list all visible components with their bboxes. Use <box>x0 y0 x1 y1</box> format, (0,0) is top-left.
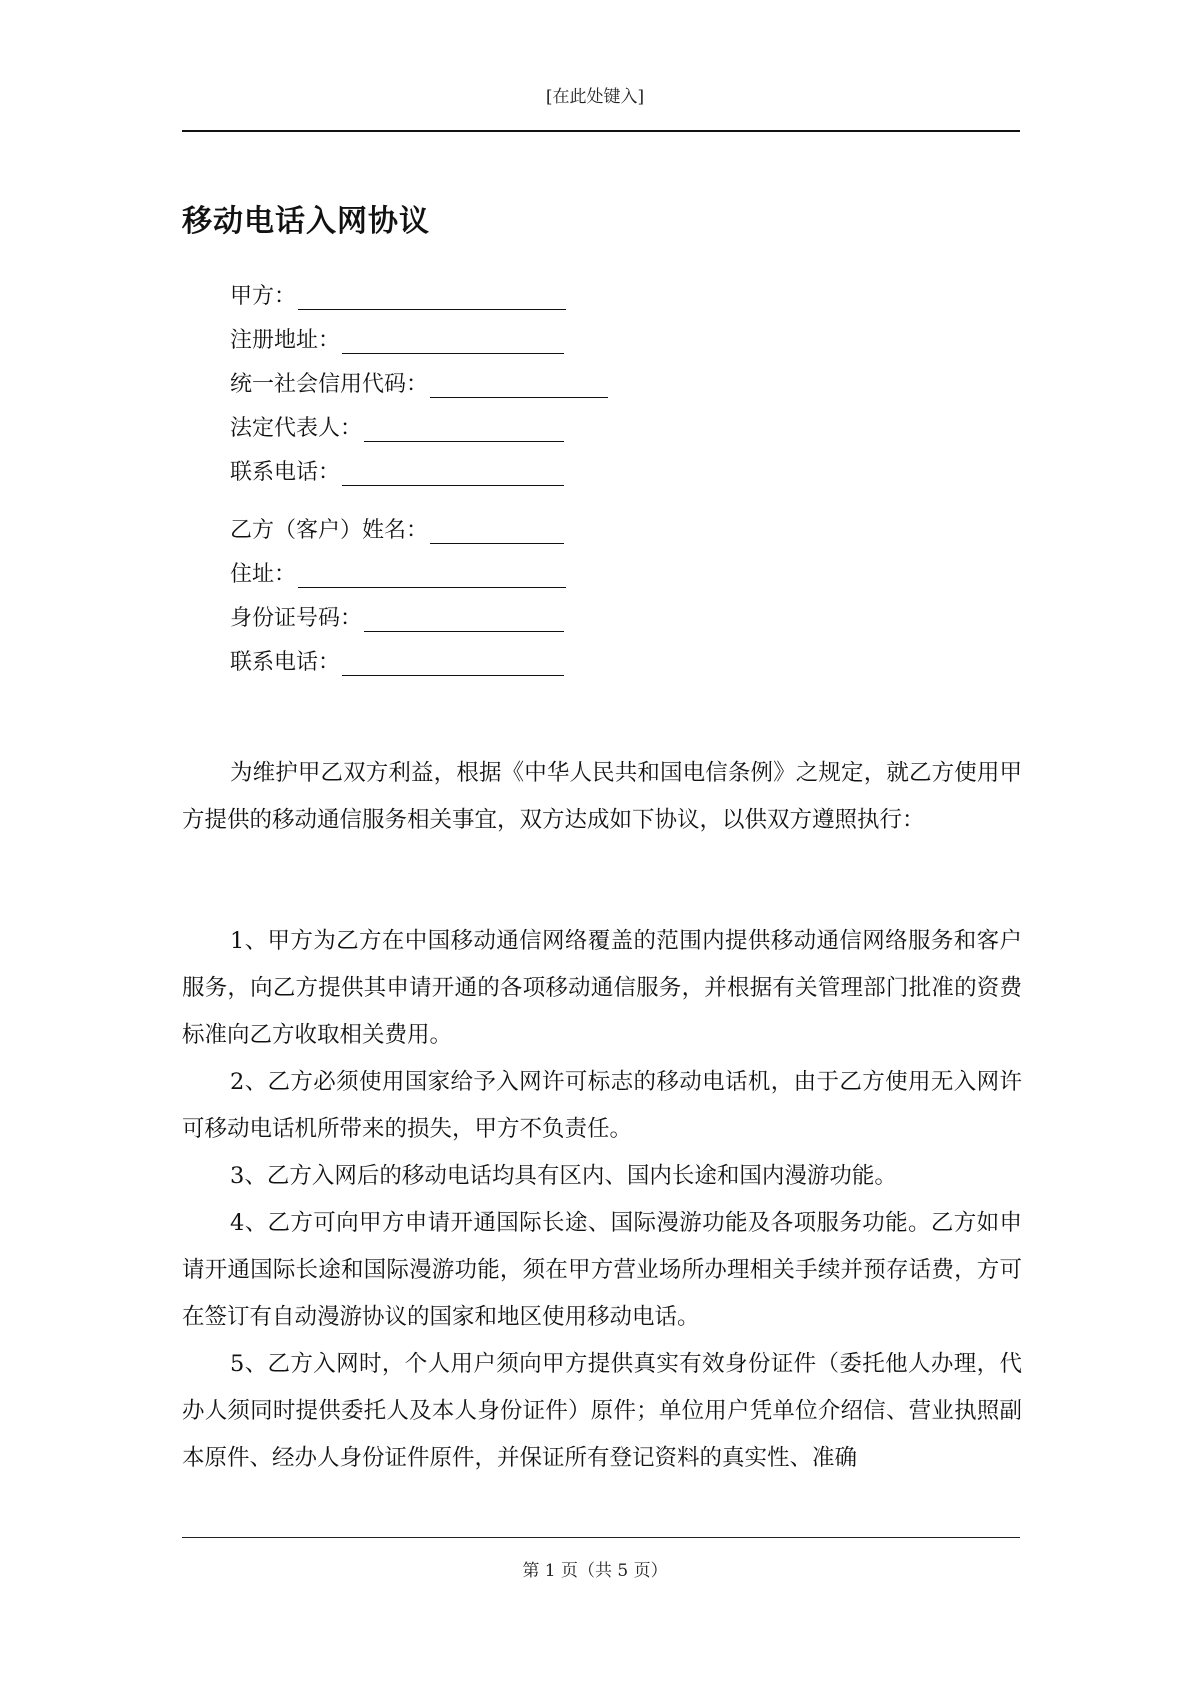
party-b-name-label: 乙方（客户）姓名： <box>230 518 429 543</box>
party-b-id-label: 身份证号码： <box>230 606 363 631</box>
party-b-id-field <box>230 600 564 632</box>
clause-4: 4、乙方可向甲方申请开通国际长途、国际漫游功能及各项服务功能。乙方如申请开通国际长途和国际漫游功能，须在甲方营业场所办理相关手续并预存话费，方可在签订有自动漫游协议的国家和地区使用移动电话。 <box>182 1210 1022 1330</box>
party-a-legal-rep-field <box>230 410 564 442</box>
party-a-phone-field <box>230 454 564 486</box>
party-a-phone-label: 联系电话： <box>230 460 341 485</box>
party-b-address-field <box>230 556 566 588</box>
party-a-credit-code-blank[interactable] <box>430 373 608 398</box>
party-a-phone-blank[interactable] <box>342 461 564 486</box>
clause-5: 5、乙方入网时，个人用户须向甲方提供真实有效身份证件（委托他人办理，代办人须同时提供委托人及本人身份证件）原件；单位用户凭单位介绍信、营业执照副本原件、经办人身份证件原件，并保证所有登记资料的真实性、准确 <box>182 1351 1022 1471</box>
party-a-credit-code-label: 统一社会信用代码： <box>230 372 429 397</box>
party-a-legal-rep-label: 法定代表人： <box>230 416 363 441</box>
party-b-phone-blank[interactable] <box>342 651 564 676</box>
party-a-name-blank[interactable] <box>298 285 566 310</box>
intro-paragraph: 为维护甲乙双方利益，根据《中华人民共和国电信条例》之规定，就乙方使用甲方提供的移动通信服务相关事宜，双方达成如下协议，以供双方遵照执行： <box>182 760 1022 833</box>
party-b-name-blank[interactable] <box>430 519 564 544</box>
party-a-address-field <box>230 322 564 354</box>
footer-divider <box>182 1537 1020 1538</box>
party-a-name-field <box>230 278 566 310</box>
party-b-id-blank[interactable] <box>364 607 564 632</box>
party-b-phone-label: 联系电话： <box>230 650 341 675</box>
page-footer: 第 1 页（共 5 页） <box>522 1561 668 1581</box>
clause-1: 1、甲方为乙方在中国移动通信网络覆盖的范围内提供移动通信网络服务和客户服务，向乙方提供其申请开通的各项移动通信服务，并根据有关管理部门批准的资费标准向乙方收取相关费用。 <box>182 928 1022 1048</box>
party-a-name-label: 甲方： <box>230 284 297 309</box>
clause-3: 3、乙方入网后的移动电话均具有区内、国内长途和国内漫游功能。 <box>230 1163 897 1189</box>
party-a-legal-rep-blank[interactable] <box>364 417 564 442</box>
party-a-address-label: 注册地址： <box>230 328 341 353</box>
party-b-name-field <box>230 512 564 544</box>
party-b-address-blank[interactable] <box>298 563 566 588</box>
party-b-address-label: 住址： <box>230 562 297 587</box>
document-title: 移动电话入网协议 <box>182 204 430 239</box>
page-header: [在此处键入] <box>545 87 645 107</box>
party-b-phone-field <box>230 644 564 676</box>
party-a-address-blank[interactable] <box>342 329 564 354</box>
clause-2: 2、乙方必须使用国家给予入网许可标志的移动电话机，由于乙方使用无入网许可移动电话机所带来的损失，甲方不负责任。 <box>182 1069 1022 1142</box>
header-divider <box>182 130 1020 132</box>
party-a-credit-code-field <box>230 366 608 398</box>
